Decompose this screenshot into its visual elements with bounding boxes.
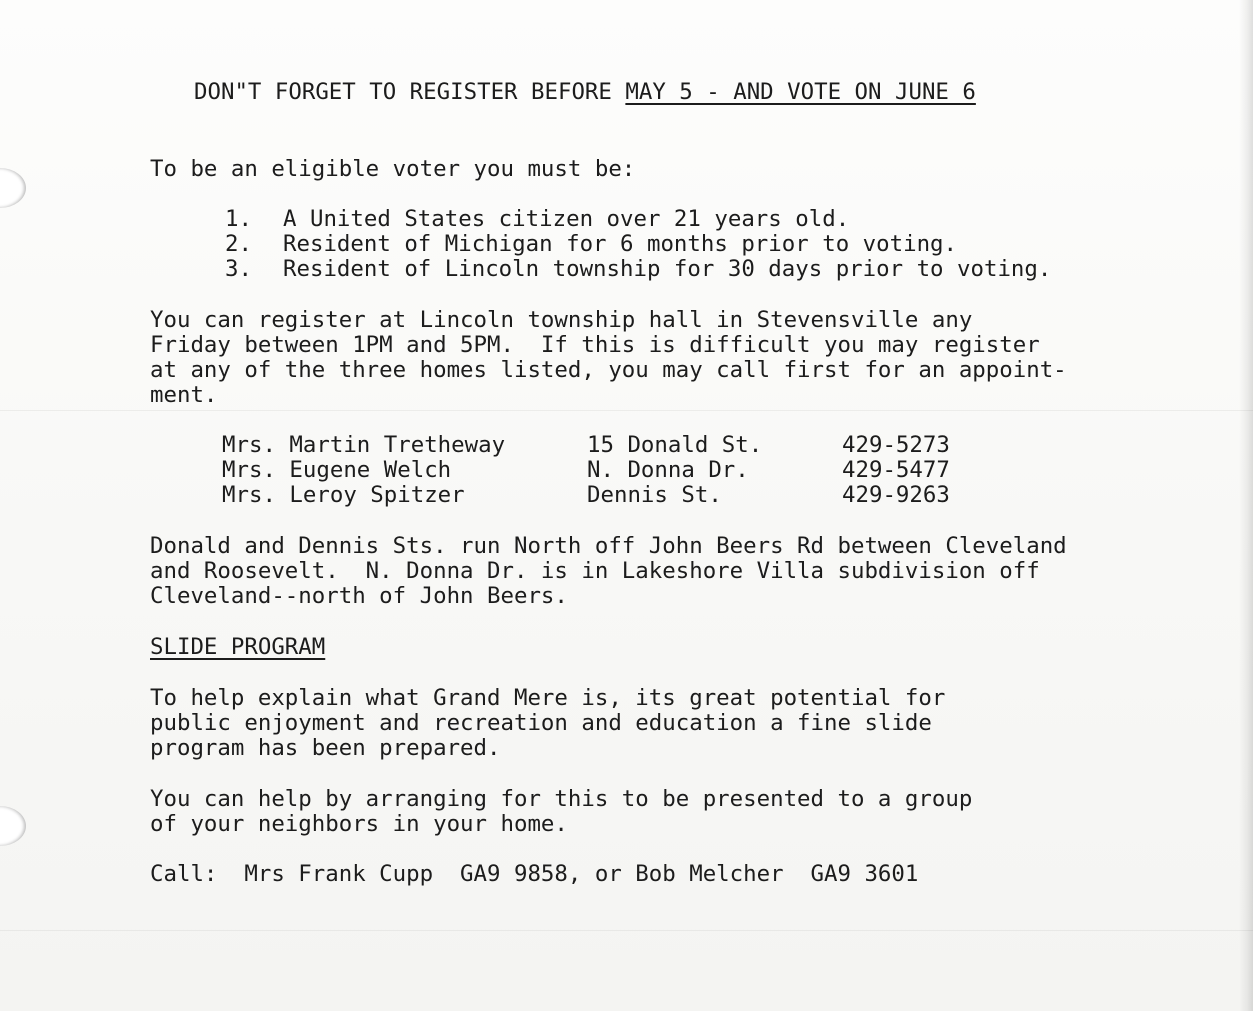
contact-phone: 429-5477 bbox=[842, 457, 950, 483]
slide-paragraph-line: program has been prepared. bbox=[150, 735, 501, 761]
paper-fold-line bbox=[0, 410, 1253, 411]
requirement-text: Resident of Lincoln township for 30 days prior to voting. bbox=[283, 256, 1052, 282]
help-paragraph-line: You can help by arranging for this to be presented to a group bbox=[150, 786, 973, 812]
directions-line: Donald and Dennis Sts. run North off John Beers Rd between Cleveland bbox=[150, 533, 1067, 559]
requirement-text: A United States citizen over 21 years old. bbox=[283, 206, 850, 232]
contact-address: 15 Donald St. bbox=[587, 432, 763, 458]
requirement-number: 1. bbox=[225, 206, 252, 232]
contact-address: N. Donna Dr. bbox=[587, 457, 749, 483]
directions-line: Cleveland--north of John Beers. bbox=[150, 583, 568, 609]
section-heading: SLIDE PROGRAM bbox=[150, 634, 326, 660]
slide-paragraph-line: public enjoyment and recreation and education a fine slide bbox=[150, 710, 932, 736]
slide-paragraph-line: To help explain what Grand Mere is, its great potential for bbox=[150, 685, 946, 711]
eligibility-intro: To be an eligible voter you must be: bbox=[150, 156, 636, 182]
contact-name: Mrs. Leroy Spitzer bbox=[222, 482, 465, 508]
directions-line: and Roosevelt. N. Donna Dr. is in Lakeshore Villa subdivision off bbox=[150, 558, 1040, 584]
contact-phone: 429-9263 bbox=[842, 482, 950, 508]
register-line: ment. bbox=[150, 382, 218, 408]
register-line: Friday between 1PM and 5PM. If this is difficult you may register bbox=[150, 332, 1040, 358]
paper-fold-line bbox=[0, 930, 1253, 931]
requirement-number: 2. bbox=[225, 231, 252, 257]
call-line: Call: Mrs Frank Cupp GA9 9858, or Bob Melcher GA9 3601 bbox=[150, 861, 919, 887]
contact-name: Mrs. Martin Tretheway bbox=[222, 432, 506, 458]
contact-address: Dennis St. bbox=[587, 482, 722, 508]
contact-name: Mrs. Eugene Welch bbox=[222, 457, 452, 483]
paper-edge bbox=[1239, 0, 1253, 1011]
contact-phone: 429-5273 bbox=[842, 432, 950, 458]
page-title bbox=[194, 80, 976, 105]
title-prefix: DON"T FORGET TO REGISTER BEFORE bbox=[194, 79, 626, 105]
help-paragraph-line: of your neighbors in your home. bbox=[150, 811, 568, 837]
punch-hole bbox=[0, 168, 26, 208]
title-dates: MAY 5 - AND VOTE ON JUNE 6 bbox=[625, 79, 976, 105]
punch-hole bbox=[0, 806, 26, 846]
register-line: You can register at Lincoln township hall in Stevensville any bbox=[150, 307, 973, 333]
requirement-number: 3. bbox=[225, 256, 252, 282]
requirement-text: Resident of Michigan for 6 months prior to voting. bbox=[283, 231, 958, 257]
register-line: at any of the three homes listed, you may call first for an appoint- bbox=[150, 357, 1067, 383]
